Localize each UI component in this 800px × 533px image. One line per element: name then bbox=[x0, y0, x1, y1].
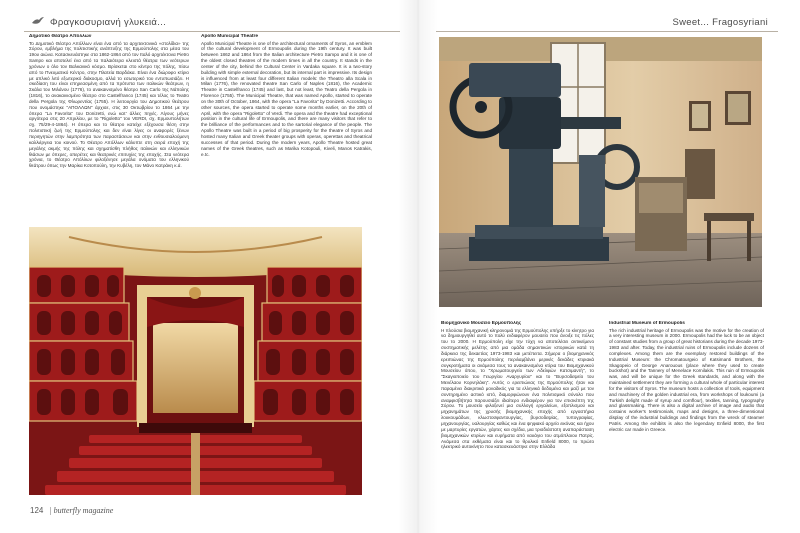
museum-english-body: The rich industrial heritage of Ermoupolis was the motive for the creation of a very interesting museum in 2000. Ermoupolis had the luck to be an object of constant studies from a group of great historians during the decade 1973-1983 and after. Today, the industrial ruins of Ermoupolis include dozens of complexes. Among them are the exemplary restored buildings of the Industrial Museum: the Chromatourgeio of Katsimanti Brothers, the Skagopeio of George Anarouous (place where they used to create buckshot) and the Tannery of Menelace Kornilakis. This ruin of Ermoupolis was, and will be unique for the Greek standards, and along with the maintained settlement they are forming a cultural whole of particular interest for the visitors of Syros. The museum hosts a collection of tools, equipment and machinery of the golden industrial era, from workshops of loukoumi (a Turkish delight made of syrup and cornflour), textiles, tanning, typography and glassmaking. There is also a digital archive of image and audio that contains worker's testimonials, maps and designs, a three-dimensional display of the industrial buildings and findings from the wreck of steamer Patris. Among the exhibits is also the legendary Enfield 8000, the first electric car made in Greece. bbox=[609, 327, 764, 432]
header-right-title: Sweet... Fragosyriani bbox=[672, 17, 768, 28]
museum-english-column bbox=[609, 321, 764, 499]
header-divider-right bbox=[436, 31, 778, 32]
bird-logo-icon bbox=[32, 16, 44, 26]
museum-greek-column bbox=[441, 321, 594, 499]
footer-separator: | bbox=[49, 506, 52, 515]
theatre-english-heading: Apollo Municipal Theatre bbox=[201, 34, 259, 39]
header-divider-left bbox=[24, 31, 400, 32]
museum-machinery-photo bbox=[439, 37, 762, 307]
page-footer bbox=[30, 506, 113, 515]
page-gutter-shadow bbox=[398, 0, 438, 533]
theatre-english-column bbox=[201, 34, 372, 222]
theatre-greek-heading: Δημοτικό Θέατρο Απόλλων bbox=[29, 34, 92, 39]
theatre-english-body: Apollo Municipal Theatre is one of the architectural ornaments of Syros, an emblem of the cultural development of Ermoupolis during the 19th century. It was built between 1862 and 1864 from the Italian architecture Pietro Sampo and it is one of the oldest closed theatres of the modern times in all the country. It stands in the center of the city, behind the Cultural Center in Vardaka square. It is a two-story building with simple external decoration, but its internal part is impressive. Its design is influenced from at least four different Italian models: the Theatro alla Scala in Milan (1776), the renovated theatre San Carlo of Naples (1816), the Academic Theatre in Castelfranco (1745) and last, but not least, the Teatro della Pergola in Florence (1755). The Municipal Theatre, that was named Apollo, started to operate on the 30th of October, 1864, with the opera "La Favorita" by Donizetti. According to other sources, the opera started to operate some months earlier, on the 20th of April, with the opera "Rigoletto" of Verdi. The opera and the theatre had exceptional position in the cultural life of Ermoupolis, and there are many visitors that refer to the brilliance of the performances and to the sartorial elegance of the people. The Apollo Theatre was built in a period of big prosperity for the theatre of Syros and hosted many Italian and Greek theater groups with operas, operettas and theatrical successes of that period. During the modern years, Apollo Theatre hosted great names of the Greek theatres, such as Marika Kotopouli, Kiveli, Manos Katrakis, e.tc. bbox=[201, 40, 372, 157]
theatre-interior-photo bbox=[29, 227, 362, 495]
theatre-greek-column bbox=[29, 34, 189, 222]
theatre-greek-body: Το Δημοτικό Θέατρο Απόλλων είναι ένα από τα αρχιτεκτονικά «στολίδια» της Σύρου, εμβλήμα της πολιτιστικής ανάπτυξης της Ερμούπολης στα μέσα του 19ου αιώνα. Κατασκευάστηκε στα 1862-1864 από τον Ιταλό αρχιτέκτονα Pietro Sampo και αποτελεί ένα από τα παλαιότερα κλειστά θέατρα των νεότερων χρόνων ο όλο τον Βαλκανικό κόσμο. Βρίσκεται στο κέντρο της πόλης, πίσω από το Πνευματικό Κέντρο, στην Πλατεία Βαρδάκα. Είναι ένα διώροφο κτίριο με απλικό λιτό εξωτερικό διάκοσμο, αλλά το εσωτερικό του εντυπωσιάζει. Η σκεδίαση του είναι επηρεασμένη από τα πρότυπα των ιταλικών θεάτρων, η Σκάλα του Μιλάνου (1776), το ανακαινισμένο θέατρο San Carlo της Νάπολης (1816), το ανακαινισμένο θέατρο στο Castelfranco (1745) και τέλος το Teatro della Pergola της Φλωρεντίας (1755). Η λειτουργία του Δημοτικού θεάτρου που ονομάστηκε "ΑΠΟΛΛΩΝ" άρχισε, στις 30 Οκτωβρίου το 1864 με την όπερα "La Favorita" του Donizetti, ενώ κατ' άλλες πηγές. Λίγους μήνες αργότερα στις 20 Απριλίου, με το "Rigoletto" του VERDI, σχ. Ερμουπολήτων σχ. 75/29-4-1864). Η όπερα και το θέατρο κατείχε εξέχουσα θέση στην πολιτιστική ζωή της Ερμούπολης και δεν είναι λίγες οι αναφορές ξένων περιηγητών στην λαμπρότητα των παραστάσεων και στην ενθουσιαλούμενη καλλιέργεια του κοινού. Το Θέατρο Απόλλων κάλυπτε στη σειρά εποχή της μεγάλης ακμής της πόλης και σχηματίσθη πλήθος ιταλικών και ελληνικών θιάσων με όπερες, οπερέτες και θεατρικές επιτυχίες της εποχής. Στα νεότερα χρόνια, το Θέατρο Απόλλων φιλοξένησε μεγάλα ονόματα του ελληνικού θεάτρου όπως την Μαρίκα Κοτοπούλη, την Κυβέλη, τον Μάνο Κατράκη κ.ά. bbox=[29, 40, 189, 169]
museum-greek-body: Η πλούσια βιομηχανική κληρονομιά της Ερμούπολης υπήρξε το κίνητρο για να δημιουργηθεί αυτό το πολύ ενδιαφέρον μουσείο που άνοιξε τις πύλες του το 2000. Η Ερμούπολη είχε την τύχη να αποτελέσει αντικείμενο συστηματικής μελέτης από μια ομάδα σημαντικών ιστορικών κατά τη διάρκεια της δεκαετίας 1973-1983 και μετέπειτα. Σήμερα ο βιομηχανικός ερειπιώνας της Ερμούπολης περιλαμβάνει μερικές δεκάδες κτιριακά συγκροτήματα οι ανάμεσα τους τα ανακαινισμένα κτίρια του Βιομηχανικού Μουσείου όπου, το "Χρωματουργείο των Αδελφών Κατσιμαντή", το "Σκαγιοποιείο του Γεωργίου Αναργυρίου" και το "Βυρσοδεψείο του Μενέλαου Κορνηλάκη". Αυτός ο ερειπιώνας της Ερμούπολης ήταν και παραμένει διακριτικά μοναδικός για τα ελληνικά δεδομένα και μαζί με τον συντηρημένο αστικό ιστό, διαμορφώνουν ένα πολιτισμικό σύνολο που αναμφισβήτητα παρουσιάζει ιδιαίτερο ενδιαφέρον για τον επισκέπτη της Σύρου. Το μουσείο φιλοξενεί μια συλλογή εργαλείων, εξοπλισμού και μηχανημάτων της χρυσής βιομηχανικής εποχής από εργαστήρια λουκουμάδων, κλωστοϋφαντουργίας, βυρσοδεψίας, τυπογραφίας, μηχανουργίας, υαλουργίας καθώς και ένα ψηφιακό αρχείο εικόνας και ήχου με μαρτυρίες εργατών, χάρτες και σχέδια, μια τρισδιάστατη αναπαράσταση βιομηχανικών κτιρίων και ευρήματα από ναυάγιο του ατμόπλοιου Πατρίς. Ανάμεσα στα εκθέματα είναι και το θρυλικό Enfield 8000, το πρώτο ηλεκτρικό αυτοκίνητο που κατασκευάστηκε στην Ελλάδα bbox=[441, 327, 594, 450]
page-number: 124 bbox=[30, 506, 44, 515]
header-left bbox=[32, 16, 166, 30]
header-left-title: Φραγκοσυριανή γλυκειά... bbox=[49, 17, 167, 28]
museum-greek-heading: Βιομηχανικό Μουσείο Ερμούπολης bbox=[441, 321, 522, 326]
magazine-name: butterfly magazine bbox=[53, 506, 114, 515]
museum-english-heading: Industrial Museum of Ermoupolis bbox=[609, 321, 685, 326]
